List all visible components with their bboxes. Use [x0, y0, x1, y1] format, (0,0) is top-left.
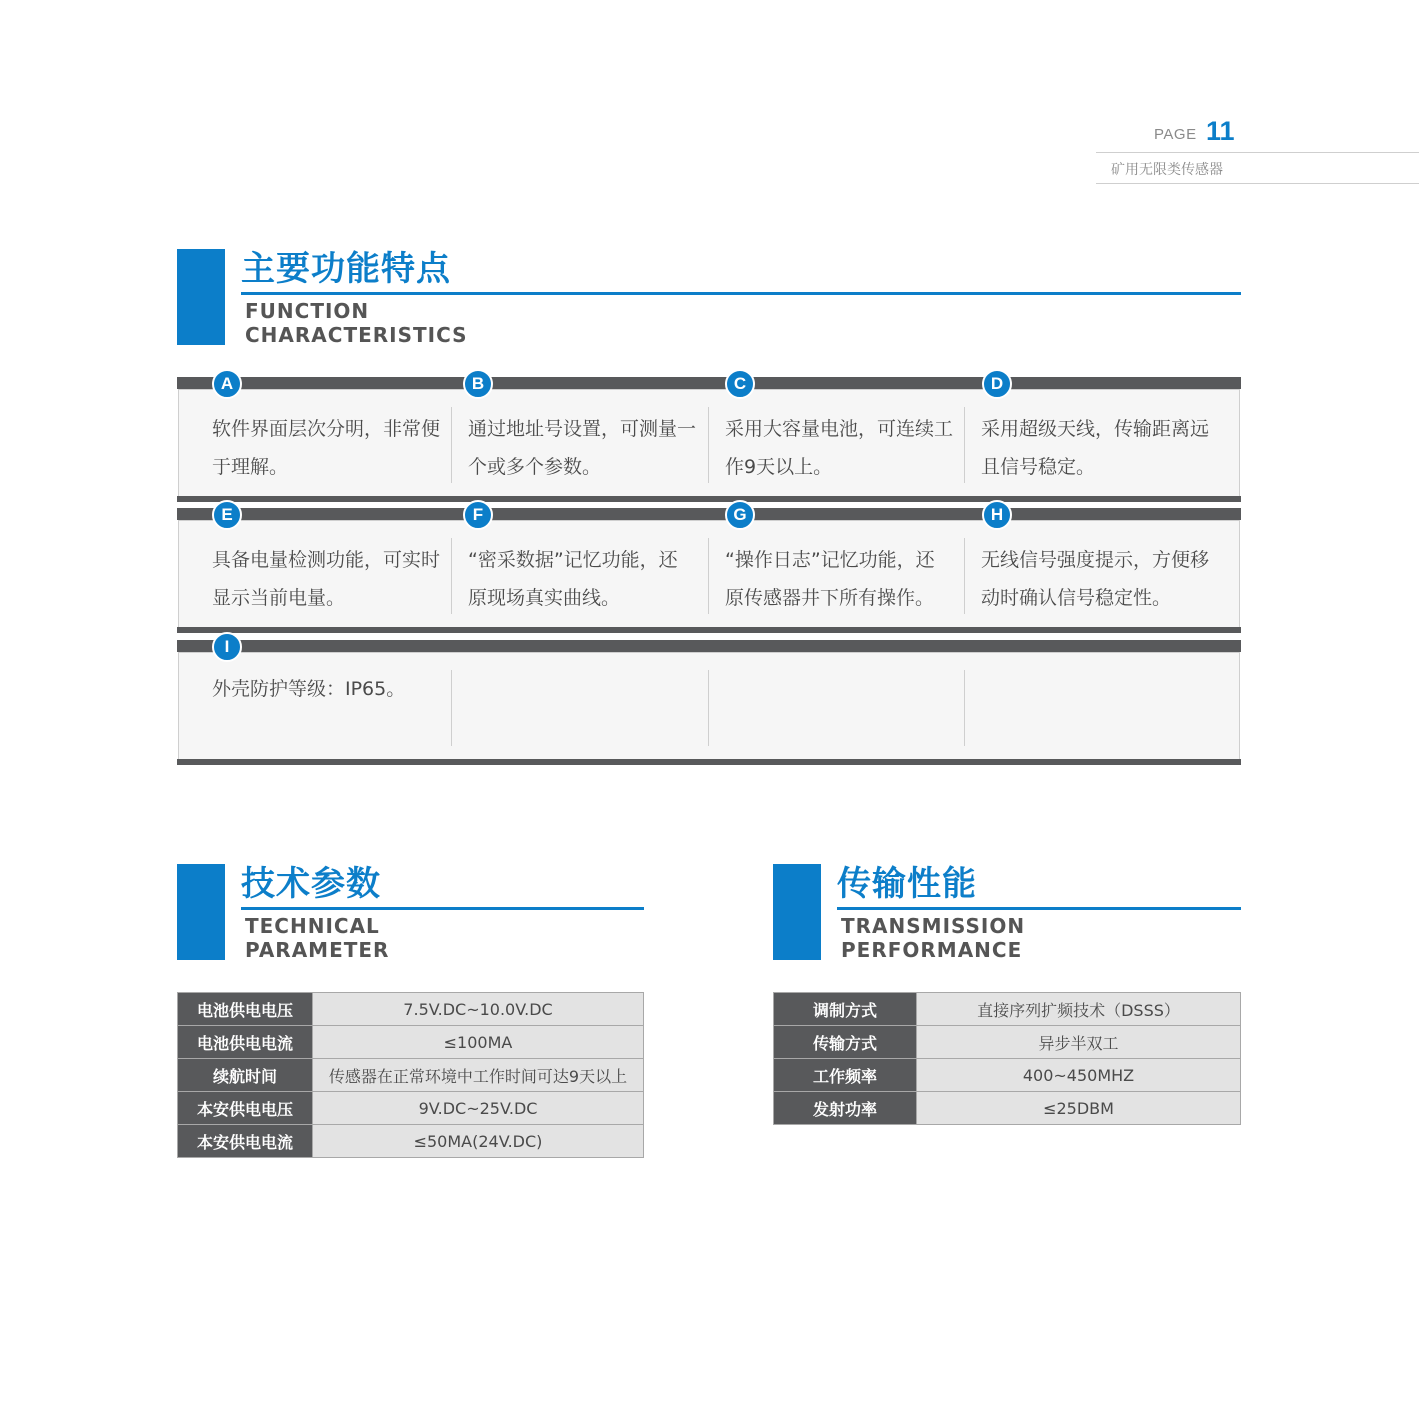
param-key: 电池供电电压 — [178, 993, 313, 1026]
section-accent-bar — [773, 864, 821, 960]
feature-text: 采用超级天线，传输距离远且信号稳定。 — [981, 418, 1210, 478]
table-row — [774, 993, 1241, 1026]
param-key: 续航时间 — [178, 1059, 313, 1092]
page-header — [1096, 112, 1419, 184]
transmission-table — [773, 992, 1241, 1125]
section-title: 技术参数 — [241, 864, 381, 904]
feature-text: “密采数据”记忆功能，还原现场真实曲线。 — [468, 549, 678, 609]
feature-text: 软件界面层次分明，非常便于理解。 — [212, 418, 441, 478]
section-rule — [837, 907, 1241, 910]
param-key: 调制方式 — [774, 993, 917, 1026]
feature-text: 通过地址号设置，可测量一个或多个参数。 — [468, 418, 697, 478]
features-heading — [177, 249, 1241, 345]
section-title-en-line: PARAMETER — [245, 938, 390, 962]
header-divider — [1096, 152, 1419, 153]
table-row — [178, 993, 644, 1026]
param-key: 本安供电电压 — [178, 1092, 313, 1125]
param-value: 7.5V.DC~10.0V.DC — [313, 993, 644, 1026]
section-title-en — [245, 914, 389, 962]
page-label: PAGE — [1154, 126, 1197, 143]
feature-badge: B — [463, 369, 493, 399]
section-title: 传输性能 — [837, 864, 977, 904]
page-subtitle: 矿用无限类传感器 — [1111, 162, 1223, 178]
feature-badge: H — [982, 500, 1012, 530]
section-rule — [241, 292, 1241, 295]
param-value: 400~450MHZ — [917, 1059, 1241, 1092]
feature-text: 具备电量检测功能，可实时显示当前电量。 — [212, 549, 441, 609]
section-accent-bar — [177, 249, 225, 345]
technical-table — [177, 992, 644, 1158]
feature-panel — [177, 374, 1241, 502]
technical-heading — [177, 864, 644, 960]
feature-badge: I — [212, 632, 242, 662]
page-number: 11 — [1206, 116, 1235, 146]
section-title-en-line: PERFORMANCE — [841, 938, 1023, 962]
param-key: 工作频率 — [774, 1059, 917, 1092]
feature-panel — [177, 505, 1241, 633]
table-row — [774, 1059, 1241, 1092]
feature-badge: G — [725, 500, 755, 530]
param-key: 本安供电电流 — [178, 1125, 313, 1158]
section-rule — [241, 907, 644, 910]
param-value: 异步半双工 — [917, 1026, 1241, 1059]
section-accent-bar — [177, 864, 225, 960]
section-title-en-line: TRANSMISSION — [841, 914, 1026, 938]
feature-panel — [177, 637, 1241, 765]
feature-text: 采用大容量电池，可连续工作9天以上。 — [725, 418, 954, 478]
section-title: 主要功能特点 — [241, 249, 451, 289]
feature-text: 无线信号强度提示，方便移动时确认信号稳定性。 — [981, 549, 1210, 609]
param-value: 9V.DC~25V.DC — [313, 1092, 644, 1125]
param-key: 发射功率 — [774, 1092, 917, 1125]
table-row — [774, 1092, 1241, 1125]
section-title-en-line: TECHNICAL — [245, 914, 380, 938]
feature-badge: F — [463, 500, 493, 530]
header-divider — [1096, 183, 1419, 184]
param-value: ≤100MA — [313, 1026, 644, 1059]
param-key: 传输方式 — [774, 1026, 917, 1059]
table-row — [178, 1059, 644, 1092]
section-title-en-line: CHARACTERISTICS — [245, 323, 468, 347]
table-row — [178, 1092, 644, 1125]
param-value: ≤50MA(24V.DC) — [313, 1125, 644, 1158]
table-row — [178, 1026, 644, 1059]
param-key: 电池供电电流 — [178, 1026, 313, 1059]
feature-text: “操作日志”记忆功能，还原传感器井下所有操作。 — [725, 549, 935, 609]
param-value: ≤25DBM — [917, 1092, 1241, 1125]
param-value: 传感器在正常环境中工作时间可达9天以上 — [313, 1059, 644, 1092]
section-title-en — [841, 914, 1025, 962]
transmission-heading — [773, 864, 1241, 960]
section-title-en-line: FUNCTION — [245, 299, 370, 323]
feature-text: 外壳防护等级：IP65。 — [212, 678, 406, 700]
param-value: 直接序列扩频技术（DSSS） — [917, 993, 1241, 1026]
section-title-en — [245, 299, 468, 347]
table-row — [774, 1026, 1241, 1059]
feature-badge: C — [725, 369, 755, 399]
feature-badge: E — [212, 500, 242, 530]
feature-badge: A — [212, 369, 242, 399]
table-row — [178, 1125, 644, 1158]
feature-badge: D — [982, 369, 1012, 399]
